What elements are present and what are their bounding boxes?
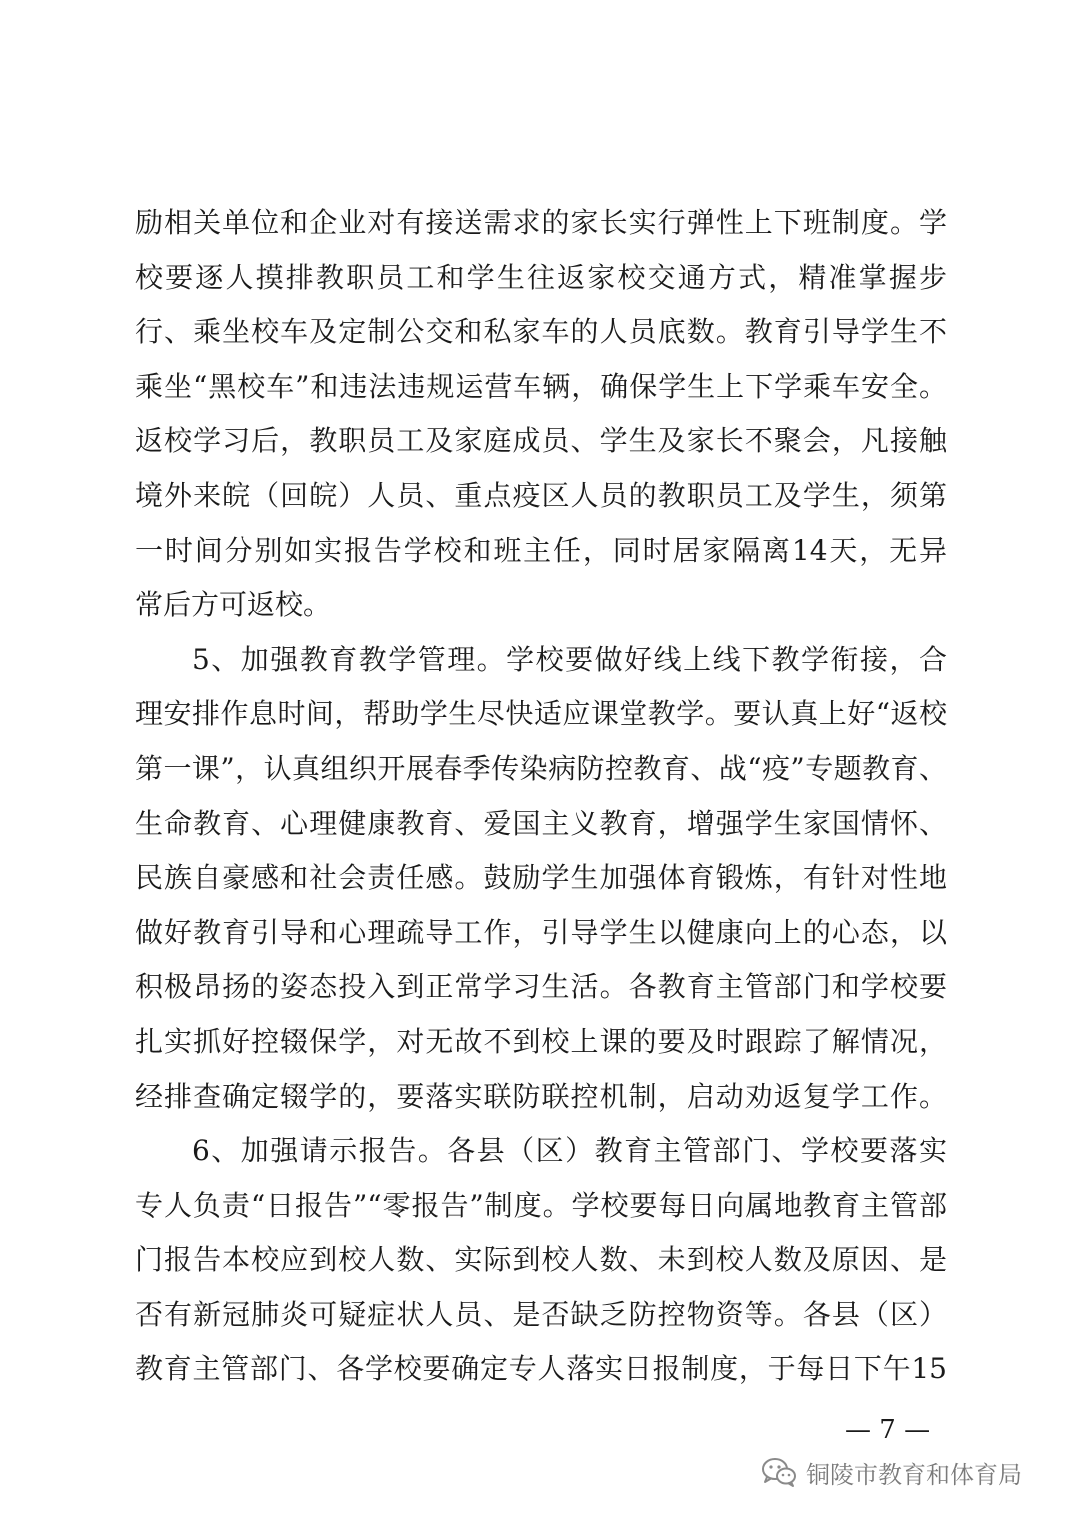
text-line: 积极昂扬的姿态投入到正常学习生活。各教育主管部门和学校要 bbox=[135, 970, 947, 1004]
wechat-icon bbox=[760, 1456, 798, 1488]
text-line: 常后方可返校。 bbox=[135, 588, 332, 622]
text-line: 乘坐“黑校车”和违法违规运营车辆，确保学生上下学乘车安全。 bbox=[135, 369, 947, 403]
text-line: 一时间分别如实报告学校和班主任，同时居家隔离14天，无异 bbox=[135, 533, 947, 567]
text-line: 民族自豪感和社会责任感。鼓励学生加强体育锻炼，有针对性地 bbox=[135, 861, 947, 895]
text-line: 经排查确定辍学的，要落实联防联控机制，启动劝返复学工作。 bbox=[135, 1079, 947, 1113]
text-line: 理安排作息时间，帮助学生尽快适应课堂教学。要认真上好“返校 bbox=[135, 697, 947, 731]
text-line: 专人负责“日报告”“零报告”制度。学校要每日向属地教育主管部 bbox=[135, 1188, 947, 1222]
text-line: 5、加强教育教学管理。学校要做好线上线下教学衔接，合 bbox=[192, 642, 947, 676]
watermark bbox=[760, 1452, 1022, 1492]
text-line: 第一课”，认真组织开展春季传染病防控教育、战“疫”专题教育、 bbox=[135, 751, 947, 785]
text-line: 做好教育引导和心理疏导工作，引导学生以健康向上的心态，以 bbox=[135, 915, 947, 949]
text-line: 返校学习后，教职员工及家庭成员、学生及家长不聚会，凡接触 bbox=[135, 424, 947, 458]
watermark-text: 铜陵市教育和体育局 bbox=[806, 1460, 1022, 1489]
paragraph bbox=[135, 633, 947, 1124]
text-line: 6、加强请示报告。各县（区）教育主管部门、学校要落实 bbox=[192, 1134, 947, 1168]
text-line: 扎实抓好控辍保学，对无故不到校上课的要及时跟踪了解情况， bbox=[135, 1024, 947, 1058]
text-line: 生命教育、心理健康教育、爱国主义教育，增强学生家国情怀、 bbox=[135, 806, 947, 840]
text-line: 行、乘坐校车及定制公交和私家车的人员底数。教育引导学生不 bbox=[135, 315, 947, 349]
text-line: 校要逐人摸排教职员工和学生往返家校交通方式，精准掌握步 bbox=[135, 260, 947, 294]
paragraph bbox=[135, 196, 947, 633]
page-number: — 7 — bbox=[845, 1415, 931, 1445]
text-line: 否有新冠肺炎可疑症状人员、是否缺乏防控物资等。各县（区） bbox=[135, 1297, 947, 1331]
text-line: 境外来皖（回皖）人员、重点疫区人员的教职员工及学生，须第 bbox=[135, 478, 947, 512]
text-line: 励相关单位和企业对有接送需求的家长实行弹性上下班制度。学 bbox=[135, 206, 947, 239]
text-line: 教育主管部门、各学校要确定专人落实日报制度，于每日下午15 bbox=[135, 1352, 947, 1386]
document-body bbox=[135, 196, 947, 1397]
paragraph bbox=[135, 1124, 947, 1397]
text-line: 门报告本校应到校人数、实际到校人数、未到校人数及原因、是 bbox=[135, 1243, 947, 1277]
